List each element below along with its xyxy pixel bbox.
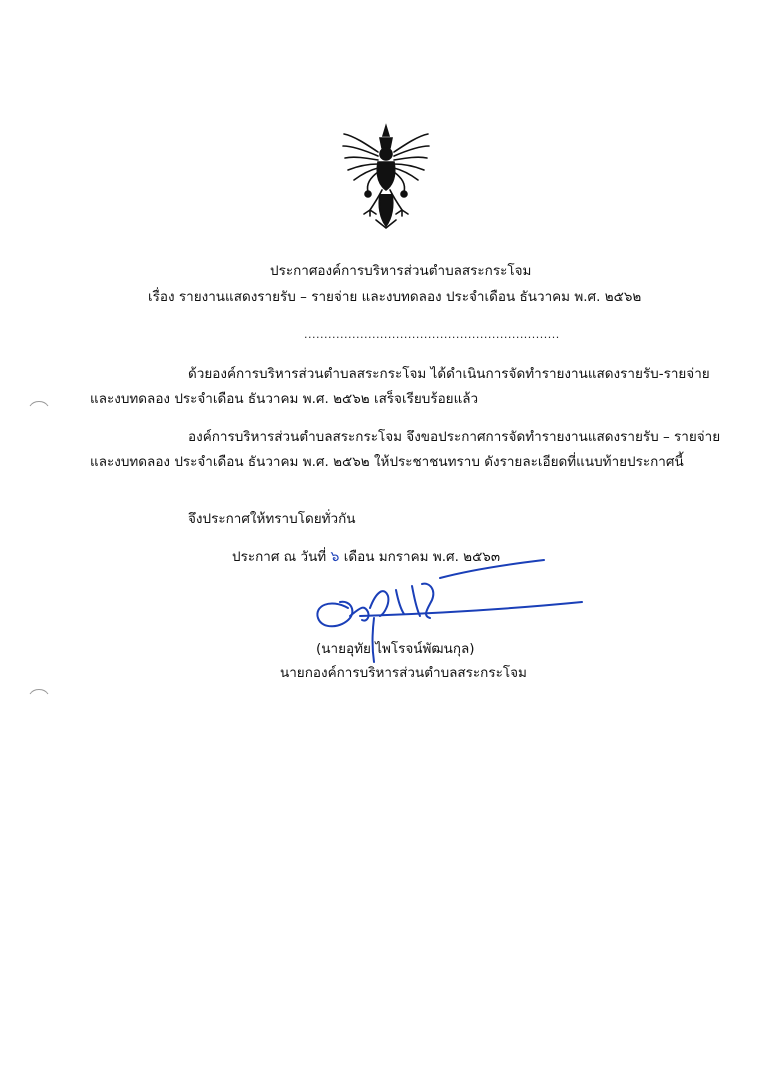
announcement-closing: จึงประกาศให้ทราบโดยทั่วกัน [188, 511, 356, 527]
announcement-subject: เรื่อง รายงานแสดงรายรับ – รายจ่าย และงบทดลอง ประจำเดือน ธันวาคม พ.ศ. ๒๕๖๒ [148, 289, 642, 305]
paragraph-2-line-2: และงบทดลอง ประจำเดือน ธันวาคม พ.ศ. ๒๕๖๒ ให้ประชาชนทราบ ดังรายละเอียดที่แนบท้ายประกาศนี้ [90, 454, 684, 470]
date-suffix: เดือน มกราคม พ.ศ. ๒๕๖๓ [343, 549, 501, 565]
punch-hole-mark [28, 686, 50, 696]
date-day: ๖ [330, 549, 340, 565]
signatory-position: นายกองค์การบริหารส่วนตำบลสระกระโจม [280, 665, 527, 681]
title-divider: ................................................................ [304, 328, 560, 341]
signatory-name: (นายอุทัย ไพโรจน์พัฒนกุล) [316, 641, 475, 657]
paragraph-1-line-2: และงบทดลอง ประจำเดือน ธันวาคม พ.ศ. ๒๕๖๒ เสร็จเรียบร้อยแล้ว [90, 391, 479, 407]
paragraph-1-line-1: ด้วยองค์การบริหารส่วนตำบลสระกระโจม ได้ดำเนินการจัดทำรายงานแสดงรายรับ-รายจ่าย [188, 366, 710, 382]
paragraph-2-line-1: องค์การบริหารส่วนตำบลสระกระโจม จึงขอประกาศการจัดทำรายงานแสดงรายรับ – รายจ่าย [188, 429, 721, 445]
announcement-title: ประกาศองค์การบริหารส่วนตำบลสระกระโจม [270, 263, 532, 279]
garuda-emblem-icon [340, 122, 432, 230]
punch-hole-mark [28, 398, 50, 408]
date-prefix: ประกาศ ณ วันที่ [232, 549, 327, 565]
